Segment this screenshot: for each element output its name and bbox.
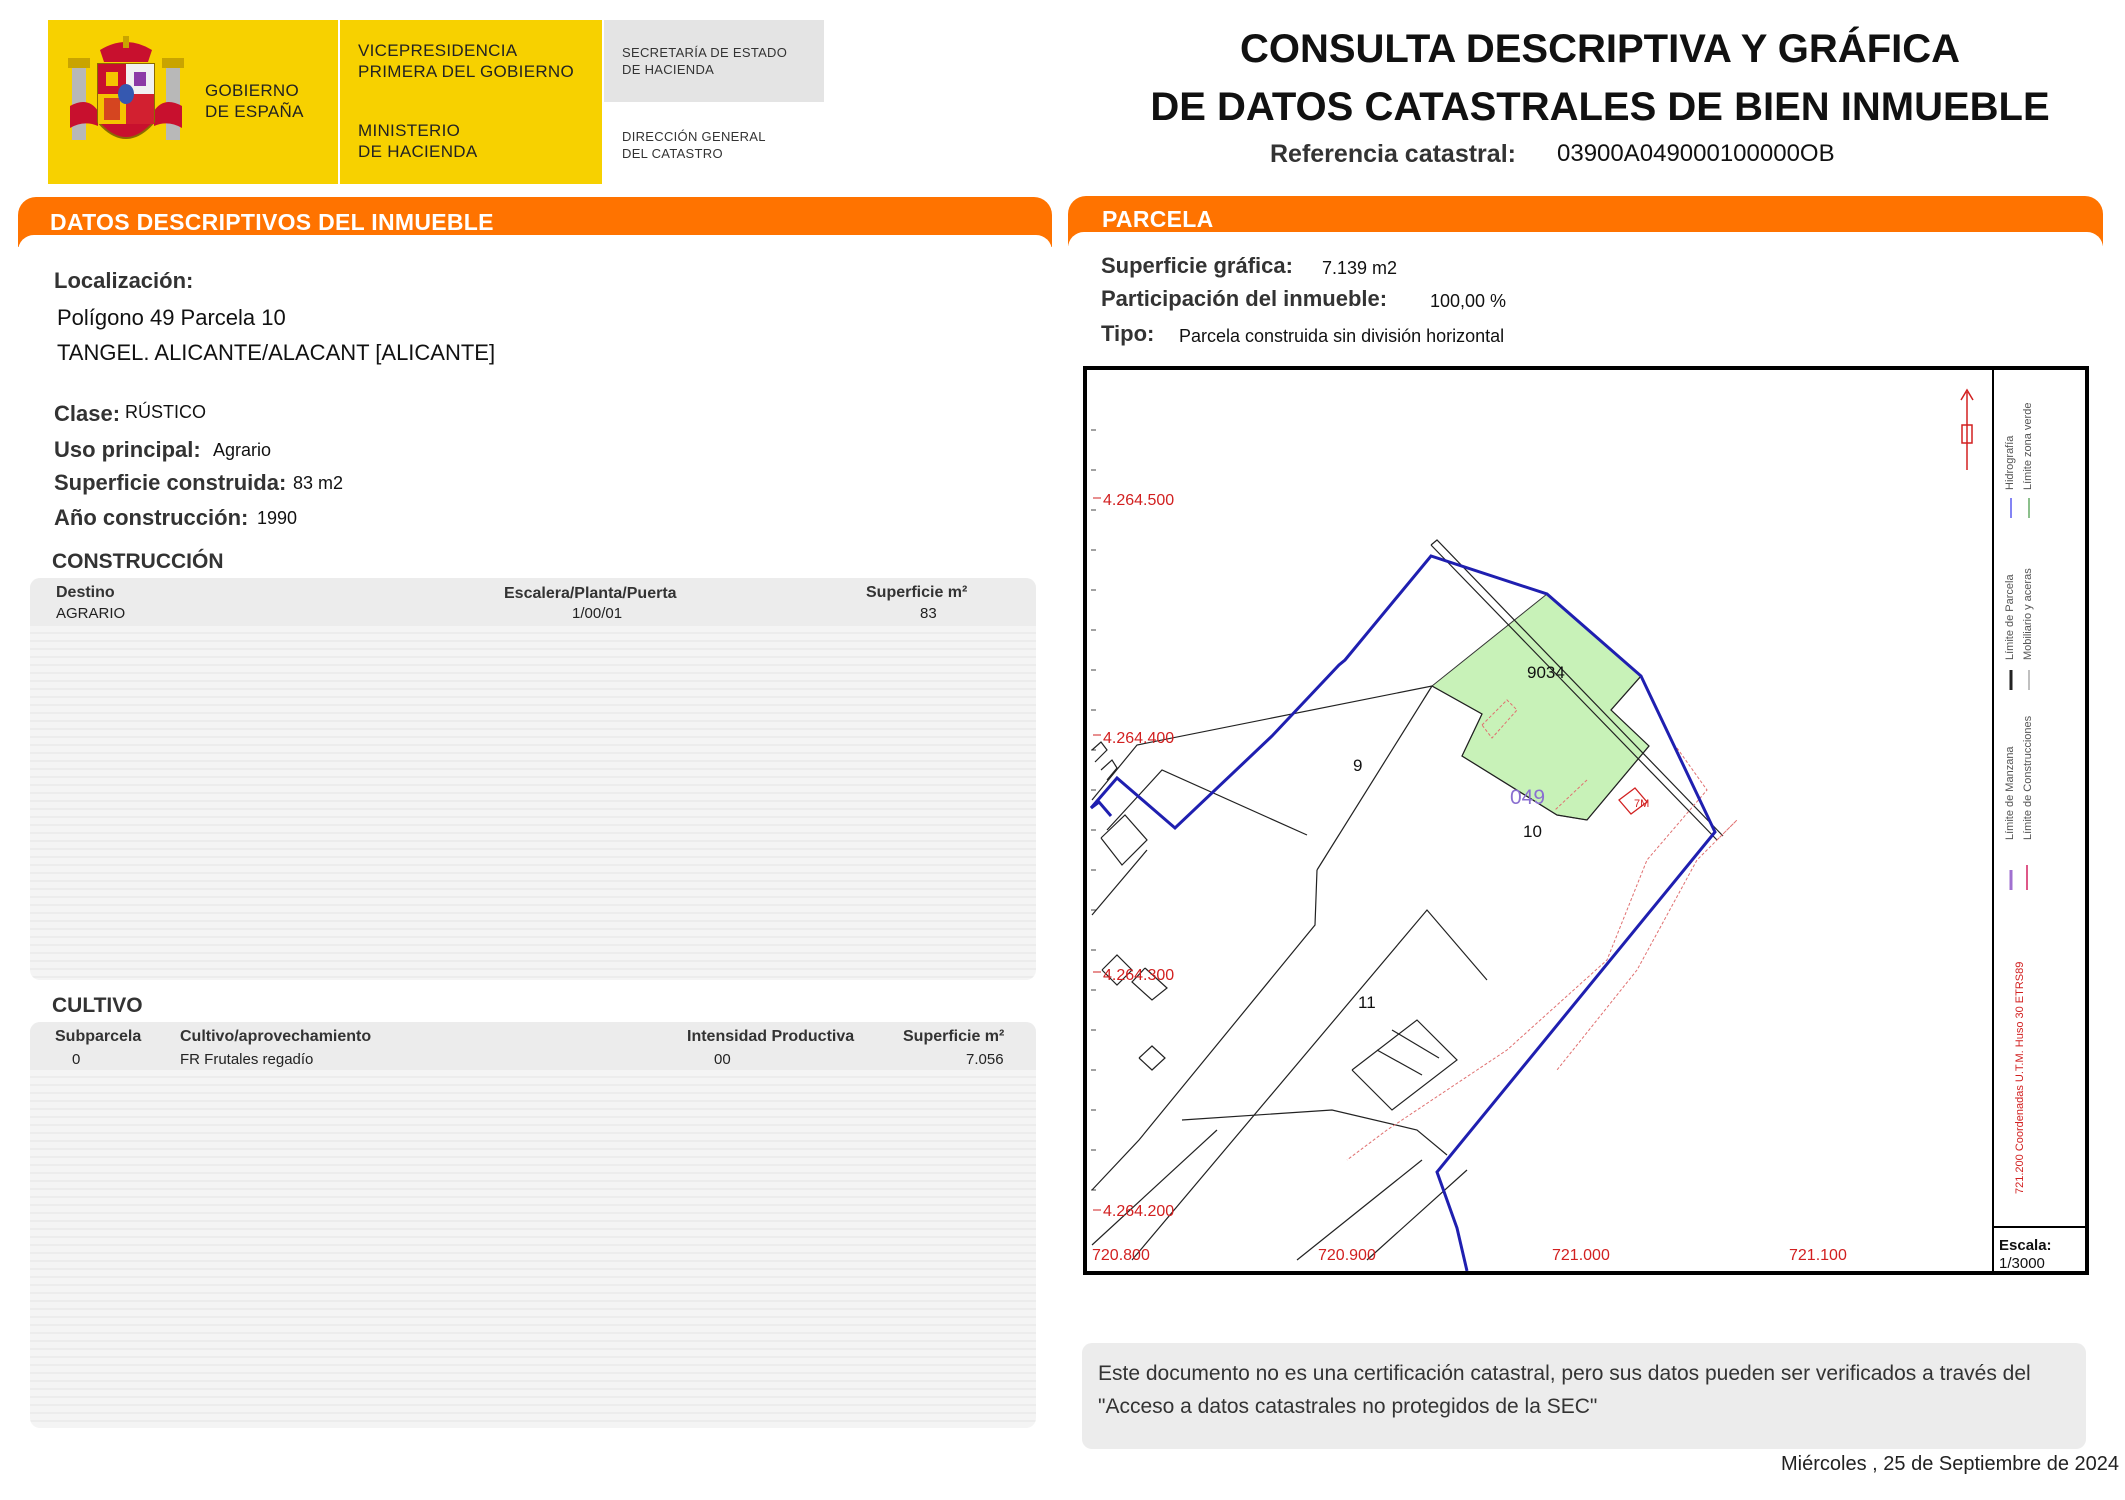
uso-label: Uso principal: (54, 437, 201, 462)
participacion-label: Participación del inmueble: (1101, 286, 1388, 311)
anio-label: Año construcción: (54, 505, 249, 530)
ref-catastral-value: 03900A049000100000OB (1557, 140, 1835, 167)
legend-mobiliario: Mobiliario y aceras (2022, 568, 2034, 660)
map-parcel-label-10: 10 (1523, 822, 1542, 841)
localizacion-line1: Polígono 49 Parcela 10 (57, 305, 286, 330)
map-x-label-1: 720.800 (1092, 1247, 1150, 1264)
construccion-cell-superficie: 83 (920, 605, 937, 622)
gov-logo-text (205, 80, 304, 122)
gov-line1: GOBIERNO (205, 81, 300, 100)
cultivo-table (30, 1022, 1036, 1428)
tipo-label: Tipo: (1101, 321, 1155, 346)
cultivo-header-superficie: Superficie m² (903, 1028, 1005, 1045)
cultivo-cell-cultivo: FR Frutales regadío (180, 1051, 314, 1068)
map-y-label-2: 4.264.400 (1103, 730, 1175, 747)
secretaria-logo-text (622, 44, 787, 78)
vice-line2: PRIMERA DEL GOBIERNO (358, 62, 575, 81)
map-building-label: 7M (1634, 798, 1650, 810)
cultivo-title: CULTIVO (52, 994, 143, 1017)
direccion-line2: DEL CATASTRO (622, 146, 723, 161)
map-scale-label: Escala: (1999, 1237, 2052, 1254)
map-poligono-label: 049 (1510, 786, 1546, 809)
uso-value: Agrario (213, 440, 272, 460)
cultivo-header-intensidad: Intensidad Productiva (687, 1028, 855, 1045)
construccion-header-destino: Destino (56, 584, 115, 601)
parcela-header-curve (1068, 232, 2103, 250)
map-x-label-2: 720.900 (1318, 1247, 1376, 1264)
construccion-header-superficie: Superficie m² (866, 584, 968, 601)
legend-limite-parcela: Límite de Parcela (2004, 574, 2016, 660)
legend-limite-manzana: Límite de Manzana (2004, 746, 2016, 840)
localizacion-label: Localización: (54, 268, 194, 293)
map-parcel-label-11: 11 (1358, 993, 1376, 1012)
descriptivos-header-curve (18, 235, 1052, 253)
map-y-label-4: 4.264.200 (1103, 1203, 1175, 1220)
ministry-logo-text (358, 120, 478, 162)
gov-line2: DE ESPAÑA (205, 102, 304, 121)
logo-divider (338, 20, 340, 184)
map-y-label-1: 4.264.500 (1103, 492, 1175, 509)
map-parcel-label-9034: 9034 (1527, 663, 1565, 682)
cultivo-cell-subparcela: 0 (72, 1051, 81, 1068)
secretaria-line1: SECRETARÍA DE ESTADO (622, 45, 788, 60)
legend-limite-construcciones: Límite de Construcciones (2022, 715, 2034, 840)
map-x-label-4: 721.100 (1789, 1247, 1847, 1264)
direccion-line1: DIRECCIÓN GENERAL (622, 129, 766, 144)
disclaimer-text: Este documento no es una certificación catastral, pero sus datos pueden ser verificados a través del "Acceso a datos catastrales no protegidos de la SEC" (1098, 1362, 2031, 1418)
superficie-construida-value: 83 m2 (293, 473, 344, 493)
localizacion-line2: TANGEL. ALICANTE/ALACANT [ALICANTE] (57, 340, 496, 365)
north-arrow-icon (1961, 390, 1973, 470)
map-coordinates-note: 721.200 Coordenadas U.T.M. Huso 30 ETRS89 (2014, 961, 2026, 1194)
map-parcel-label-9: 9 (1353, 756, 1363, 775)
ministry-line1: MINISTERIO (358, 121, 461, 140)
cultivo-header-subparcela: Subparcela (55, 1028, 142, 1045)
disclaimer-box (1082, 1343, 2086, 1449)
direccion-logo-text (622, 128, 766, 162)
construccion-title: CONSTRUCCIÓN (52, 550, 224, 573)
superficie-construida-label: Superficie construida: (54, 470, 287, 495)
cultivo-cell-superficie: 7.056 (966, 1051, 1004, 1068)
cultivo-cell-intensidad: 00 (714, 1051, 731, 1068)
map-x-label-3: 721.000 (1552, 1247, 1610, 1264)
anio-value: 1990 (257, 508, 298, 528)
document-title (1100, 20, 2100, 136)
footer-date: Miércoles , 25 de Septiembre de 2024 (1781, 1453, 2119, 1475)
cadastral-map[interactable] (1083, 366, 2089, 1275)
parcela-section-title: PARCELA (1102, 206, 1214, 232)
map-y-label-3: 4.264.300 (1103, 967, 1175, 984)
participacion-value: 100,00 % (1430, 291, 1507, 311)
construccion-cell-escalera: 1/00/01 (572, 605, 623, 622)
construccion-header-escalera: Escalera/Planta/Puerta (504, 585, 677, 602)
tipo-value: Parcela construida sin división horizontal (1179, 326, 1505, 346)
superficie-grafica-label: Superficie gráfica: (1101, 253, 1293, 278)
construccion-cell-destino: AGRARIO (56, 605, 126, 622)
coat-of-arms-icon (68, 36, 184, 160)
cultivo-header-cultivo: Cultivo/aprovechamiento (180, 1028, 372, 1045)
secretaria-line2: DE HACIENDA (622, 62, 715, 77)
title-line2: DE DATOS CATASTRALES DE BIEN INMUEBLE (1150, 85, 2050, 129)
superficie-grafica-value: 7.139 m2 (1322, 258, 1398, 278)
map-scale-value: 1/3000 (1999, 1255, 2045, 1271)
ministry-line2: DE HACIENDA (358, 142, 478, 161)
title-line1: CONSULTA DESCRIPTIVA Y GRÁFICA (1239, 27, 1961, 71)
construccion-table (30, 578, 1036, 980)
vice-logo-text (358, 40, 574, 82)
clase-value: RÚSTICO (125, 402, 206, 422)
legend-hidrografia: Hidrografía (2004, 435, 2016, 490)
ref-catastral-label: Referencia catastral: (1270, 140, 1516, 168)
vice-line1: VICEPRESIDENCIA (358, 41, 518, 60)
clase-label: Clase: (54, 401, 121, 426)
descriptivos-section-title: DATOS DESCRIPTIVOS DEL INMUEBLE (50, 209, 494, 235)
legend-zona-verde: Límite zona verde (2022, 402, 2034, 490)
cadastral-map-drawing (1087, 370, 2085, 1271)
